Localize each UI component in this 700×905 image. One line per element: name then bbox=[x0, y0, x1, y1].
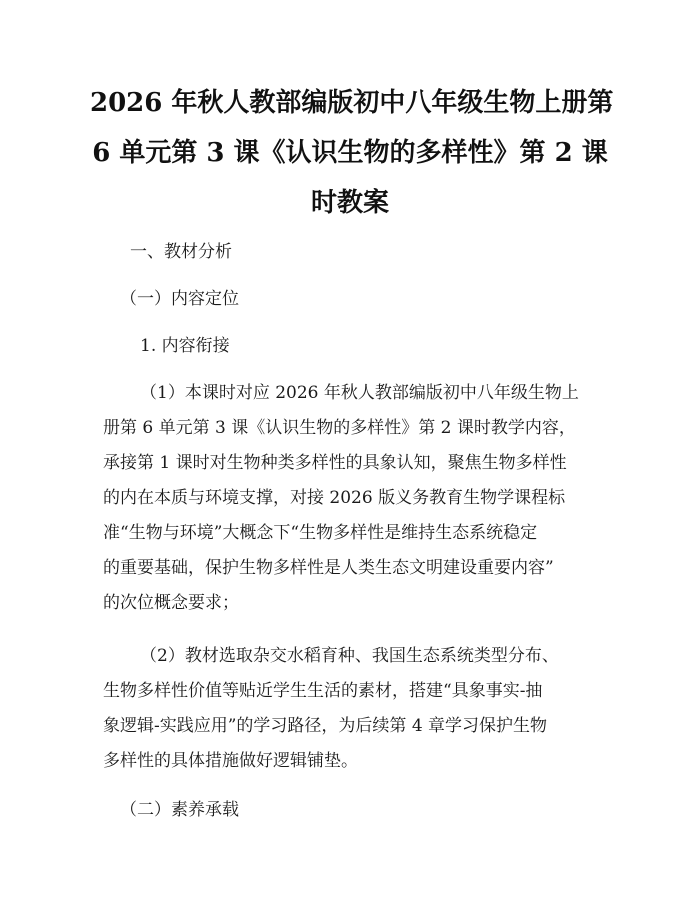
paragraph-2-line-2: 生物多样性价值等贴近学生生活的素材，搭建“具象事实-抽 bbox=[103, 681, 543, 701]
paragraph-2-line-4: 多样性的具体措施做好逻辑铺垫。 bbox=[103, 751, 358, 771]
subsection-heading-content-positioning: （一）内容定位 bbox=[120, 289, 239, 309]
subsection-heading-competency-support: （二）素养承载 bbox=[120, 800, 239, 820]
document-title-line-2: 6 单元第 3 课《认识生物的多样性》第 2 课 bbox=[92, 138, 608, 168]
paragraph-1-line-4: 的内在本质与环境支撑，对接 2026 版义务教育生物学课程标 bbox=[103, 488, 566, 508]
paragraph-1-line-5: 准“生物与环境”大概念下“生物多样性是维持生态系统稳定 bbox=[103, 523, 538, 543]
item-heading-content-connection: 1. 内容衔接 bbox=[140, 336, 230, 356]
paragraph-1-line-3: 承接第 1 课时对生物种类多样性的具象认知，聚焦生物多样性 bbox=[103, 453, 567, 473]
paragraph-1-line-6: 的重要基础，保护生物多样性是人类生态文明建设重要内容” bbox=[103, 558, 554, 578]
document-title-line-1: 2026 年秋人教部编版初中八年级生物上册第 bbox=[90, 88, 614, 118]
section-heading-teaching-material-analysis: 一、教材分析 bbox=[130, 242, 232, 262]
paragraph-2-line-3: 象逻辑-实践应用”的学习路径，为后续第 4 章学习保护生物 bbox=[103, 716, 548, 736]
paragraph-1-line-2: 册第 6 单元第 3 课《认识生物的多样性》第 2 课时教学内容， bbox=[103, 418, 576, 438]
paragraph-1-line-1: （1）本课时对应 2026 年秋人教部编版初中八年级生物上 bbox=[140, 383, 579, 403]
paragraph-1-line-7: 的次位概念要求； bbox=[103, 593, 239, 613]
document-title-line-3: 时教案 bbox=[310, 188, 389, 218]
paragraph-2-line-1: （2）教材选取杂交水稻育种、我国生态系统类型分布、 bbox=[140, 646, 559, 666]
